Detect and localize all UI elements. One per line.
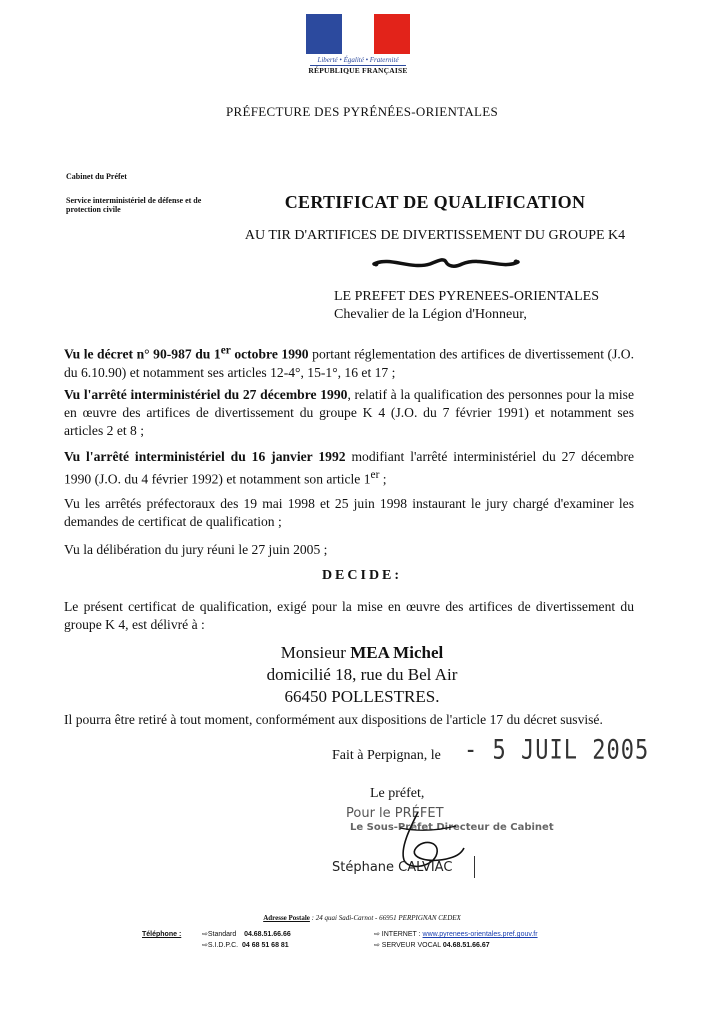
paragraph-arrete-1990 xyxy=(64,386,634,440)
paragraph-revocation: Il pourra être retiré à tout moment, conformément aux dispositions de l'article 17 du décret susvisé. xyxy=(64,712,603,727)
arrete-1992-text: modifiant l'arrêté interministériel du 27 décembre 1990 (J.O. du 4 février 1992) et notamment son article 1 xyxy=(64,449,634,487)
postal-address xyxy=(0,914,724,922)
republic-motto: Liberté • Égalité • Fraternité xyxy=(317,56,399,64)
standard-label: ⇨Standard xyxy=(202,931,237,938)
sidpc-label: ⇨S.I.D.P.C. xyxy=(202,942,239,949)
tricolor-flag xyxy=(306,14,410,54)
republic-name: RÉPUBLIQUE FRANÇAISE xyxy=(308,66,408,75)
cabinet-label: Cabinet du Préfet xyxy=(66,172,127,181)
document-title: CERTIFICAT DE QUALIFICATION xyxy=(284,192,586,212)
ornament-flourish xyxy=(370,254,522,272)
recipient-block xyxy=(0,642,724,708)
recipient-name-line xyxy=(0,642,724,664)
decide-heading: DECIDE: xyxy=(321,568,403,583)
recipient-address: domicilié 18, rue du Bel Air xyxy=(266,665,458,684)
decree-date: octobre 1990 xyxy=(230,346,309,362)
arrete-1992-sup: er xyxy=(370,469,380,481)
standard-phone xyxy=(202,930,291,938)
marianne-logo xyxy=(306,14,410,80)
prefet-line-1: LE PREFET DES PYRENEES-ORIENTALES xyxy=(334,289,600,304)
vocal-label: ⇨ SERVEUR VOCAL xyxy=(374,942,443,949)
sidpc-number: 04 68 51 68 81 xyxy=(241,942,289,949)
prefecture-heading: PRÉFECTURE DES PYRÉNÉES-ORIENTALES xyxy=(225,104,499,119)
standard-number: 04.68.51.66.66 xyxy=(244,931,291,938)
signature-bar xyxy=(474,856,475,878)
paragraph-decree xyxy=(64,341,634,382)
vocal-number: 04.68.51.66.67 xyxy=(442,942,490,949)
date-stamp: - 5 JUIL 2005 xyxy=(464,735,650,766)
postal-address-label: Adresse Postale xyxy=(263,914,310,922)
arrete-1990-ref: Vu l'arrêté interministériel du 27 décembre 1990 xyxy=(64,387,348,402)
arrete-1992-ref: Vu l'arrêté interministériel du 16 janvier 1992 xyxy=(64,449,346,464)
sidpc-phone xyxy=(202,941,289,949)
recipient-name: MEA Michel xyxy=(350,643,444,662)
signer-name: Stéphane CALVIAC xyxy=(332,860,453,875)
arrete-1992-end: ; xyxy=(379,471,387,487)
stamp-line-2: Le Sous-Préfet Directeur de Cabinet xyxy=(350,822,554,833)
place-label: Fait à Perpignan, le xyxy=(332,748,441,763)
paragraph-arrete-1992 xyxy=(64,448,634,489)
decree-ref: Vu le décret n° 90-987 du 1 xyxy=(64,346,221,362)
service-label: Service interministériel de défense et de protection civile xyxy=(66,196,202,214)
decree-text: portant réglementation des artifices de divertissement (J.O. du 6.10.90) et notamment ses articles 12-4°, 15-1°, 16 et 17 ; xyxy=(64,346,634,380)
vocal-line xyxy=(374,941,490,949)
paragraph-deliberation: Vu la délibération du jury réuni le 27 juin 2005 ; xyxy=(64,542,328,557)
internet-link[interactable]: www.pyrenees-orientales.pref.gouv.fr xyxy=(422,931,538,938)
internet-label: ⇨ INTERNET : xyxy=(374,931,423,938)
prefet-block xyxy=(334,288,599,324)
phone-label: Téléphone : xyxy=(142,931,182,938)
decree-sup: er xyxy=(220,344,231,356)
arrete-1990-text: , relatif à la qualification des personnes pour la mise en œuvre des artifices de divertissement du groupe K 4 (J.O. du 7 février 1991) et notamment ses articles 2 et 8 ; xyxy=(64,387,634,438)
paragraph-arretes-prefectoraux: Vu les arrêtés préfectoraux des 19 mai 1998 et 25 juin 1998 instaurant le jury chargé d'examiner les demandes de certificat de qualification ; xyxy=(64,496,634,529)
stamp-line-1: Pour le PRÉFET xyxy=(346,806,444,821)
postal-address-text: : 24 quai Sadi-Carnot - 66951 PERPIGNAN CEDEX xyxy=(309,914,461,922)
internet-line xyxy=(374,930,538,938)
recipient-city: 66450 POLLESTRES. xyxy=(284,687,440,706)
paragraph-certificate: Le présent certificat de qualification, exigé pour la mise en œuvre des artifices de divertissement du groupe K 4, est délivré à : xyxy=(64,599,634,632)
document-subtitle: AU TIR D'ARTIFICES DE DIVERTISSEMENT DU GROUPE K4 xyxy=(244,228,626,243)
signatory-title: Le préfet, xyxy=(370,786,425,801)
prefet-line-2: Chevalier de la Légion d'Honneur, xyxy=(334,307,527,322)
recipient-civility: Monsieur xyxy=(280,643,351,662)
